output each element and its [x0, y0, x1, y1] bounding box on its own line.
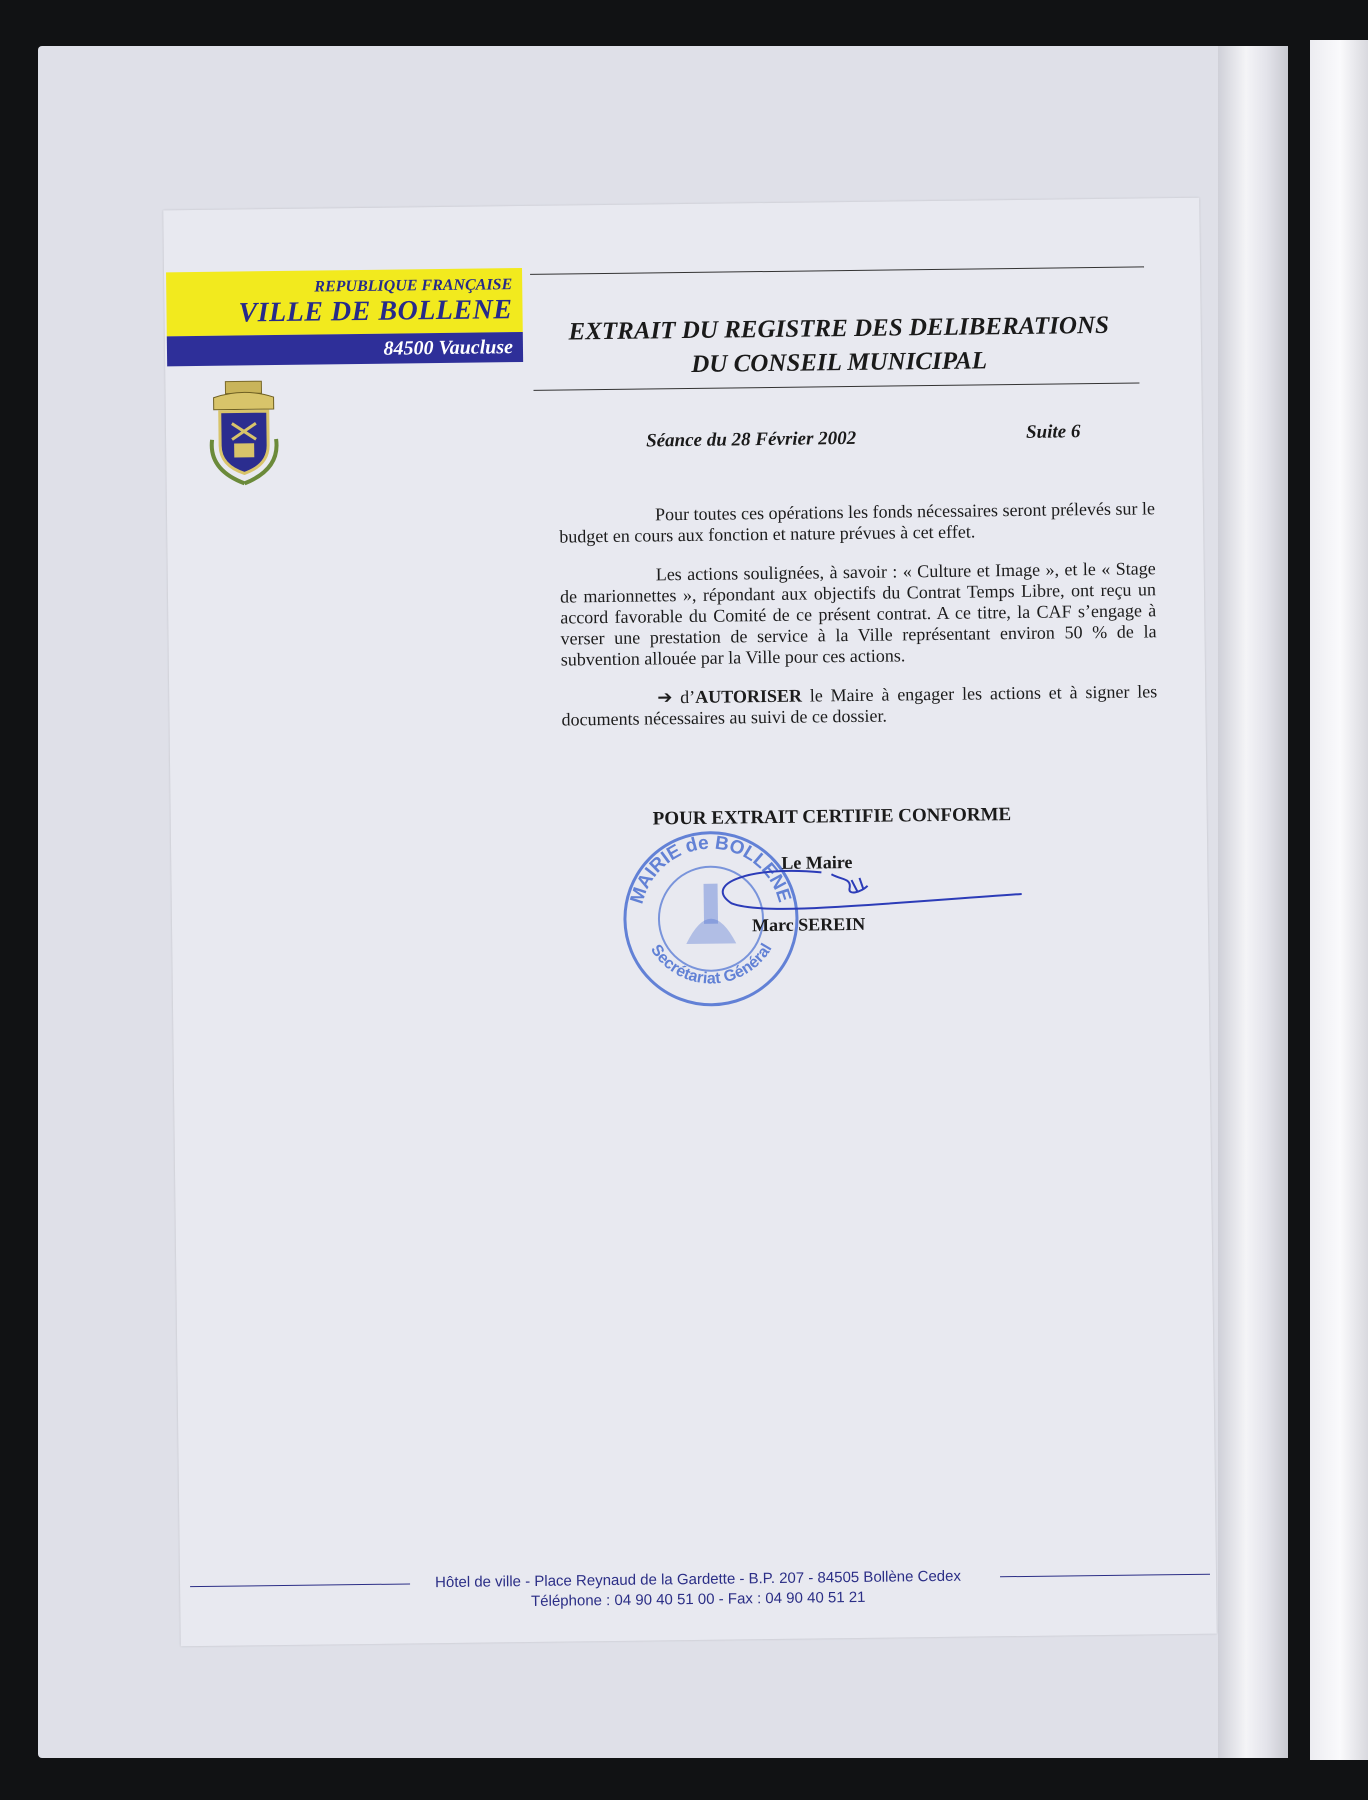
page-suite: Suite 6	[1025, 421, 1081, 443]
authorize-keyword: AUTORISER	[695, 685, 803, 707]
letterhead-footer	[180, 1564, 1216, 1617]
title-line-1: EXTRAIT DU REGISTRE DES DELIBERATIONS	[568, 311, 1110, 346]
ville-label: VILLE DE BOLLENE	[238, 294, 513, 329]
arrow-right-icon: ➔	[657, 687, 673, 708]
footer-address: Hôtel de ville - Place Reynaud de la Gardette - B.P. 207 - 84505 Bollène Cedex	[434, 1567, 962, 1592]
title-top-rule	[530, 266, 1144, 275]
svg-text:MAIRIE de BOLLENE: MAIRIE de BOLLENE	[626, 832, 795, 907]
facing-page-edge	[1310, 40, 1368, 1760]
svg-text:Secrétariat Général: Secrétariat Général	[647, 940, 776, 988]
departement-label: 84500 Vaucluse	[167, 332, 523, 366]
document-sheet	[163, 198, 1216, 1647]
document-title	[529, 308, 1150, 384]
authorize-prefix: d’	[680, 686, 696, 708]
paragraph-actions: Les actions soulignées, à savoir : « Culture et Image », et le « Stage de marionnettes », répondant aux objectifs du Contrat Temps Libre, ont reçu un accord favorable du Comité de ce présent contrat. A ce titre, la CAF s’engage à verser une prestation de service à la Ville représentant environ 50 % de la subvention allouée par la Ville pour ces actions.	[559, 558, 1157, 670]
folder-spine	[1218, 46, 1288, 1758]
authorize-rest: le Maire à engager les actions et à signer les documents nécessaires au suivi de ce dossier.	[561, 681, 1158, 730]
session-date: Séance du 28 Février 2002	[645, 427, 857, 452]
paragraph-authorize	[561, 681, 1157, 730]
certification-heading: POUR EXTRAIT CERTIFIE CONFORME	[652, 804, 1012, 830]
town-banner	[166, 268, 523, 366]
deliberation-body	[559, 498, 1158, 748]
banner-yellow-band	[166, 268, 523, 336]
town-crest-icon	[203, 379, 284, 490]
signatory-name: Marc SEREIN	[751, 913, 866, 936]
signatory-role: Le Maire	[781, 852, 853, 873]
paragraph-funds: Pour toutes ces opérations les fonds nécessaires seront prélevés sur le budget en cours aux fonction et nature prévues à cet effet.	[559, 498, 1156, 547]
republique-label: REPUBLIQUE FRANÇAISE	[314, 276, 513, 296]
title-line-2: DU CONSEIL MUNICIPAL	[691, 347, 988, 378]
footer-phone: Téléphone : 04 90 40 51 00 - Fax : 04 90 40 51 21	[530, 1588, 866, 1610]
title-bottom-rule	[533, 382, 1139, 390]
